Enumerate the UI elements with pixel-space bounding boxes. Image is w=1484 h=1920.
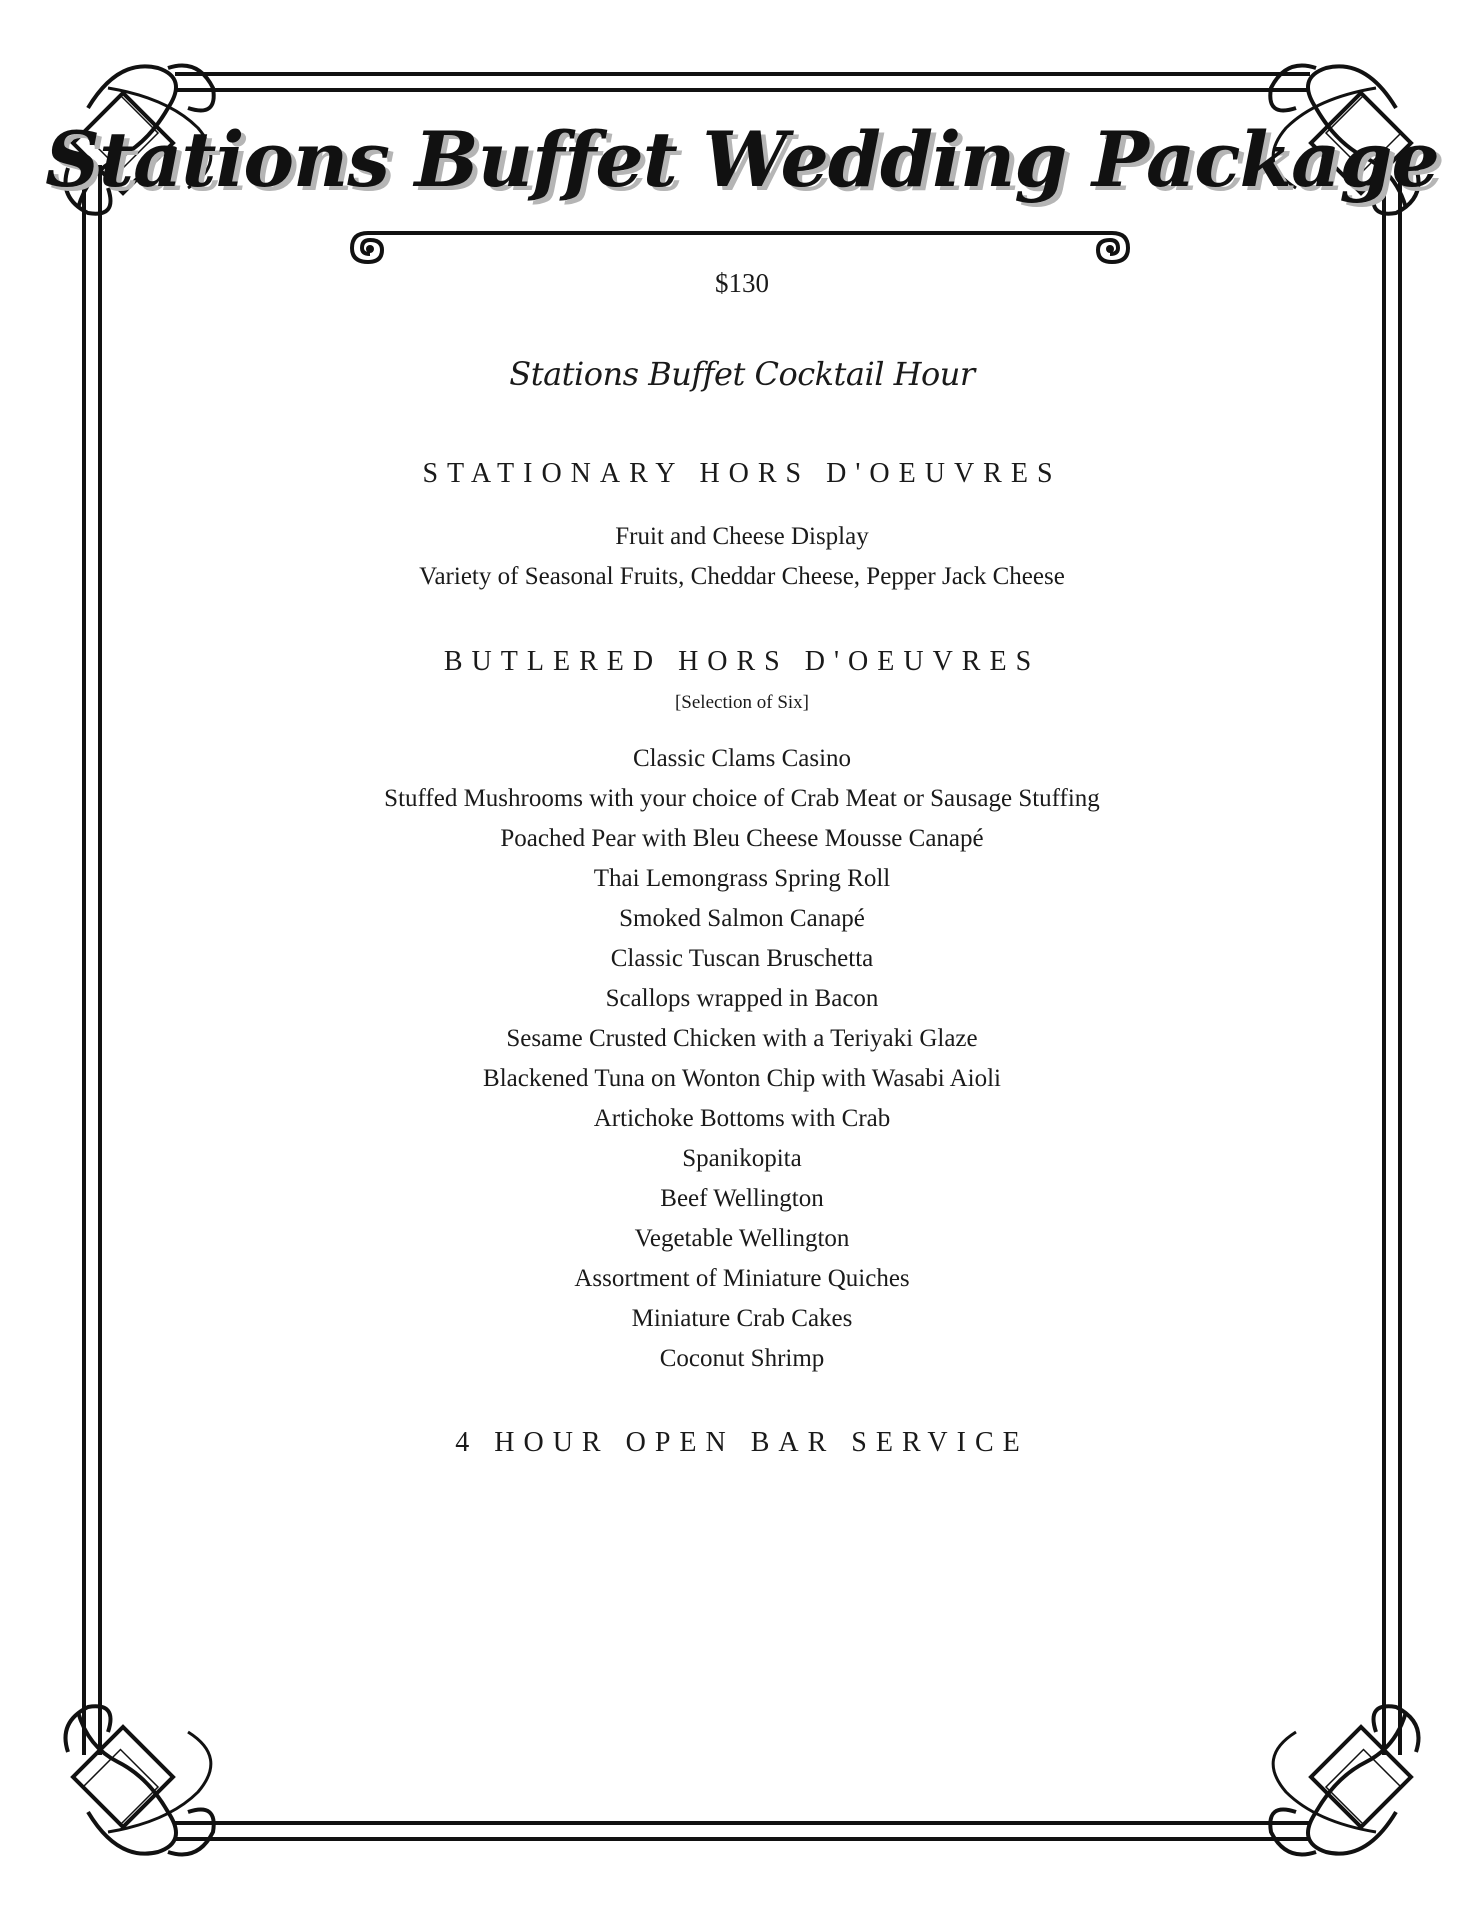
package-price: $130	[715, 268, 769, 298]
stationary-heading: STATIONARY HORS D'OEUVRES	[422, 458, 1062, 489]
title-divider-icon	[352, 233, 1128, 262]
menu-item: Poached Pear with Bleu Cheese Mousse Canapé	[500, 825, 984, 852]
menu-item: Classic Tuscan Bruschetta	[610, 945, 874, 972]
selection-note: [Selection of Six]	[674, 692, 810, 713]
menu-item: Stuffed Mushrooms with your choice of Crab Meat or Sausage Stuffing	[384, 785, 1100, 812]
menu-item: Beef Wellington	[660, 1185, 824, 1212]
menu-item: Variety of Seasonal Fruits, Cheddar Cheese, Pepper Jack Cheese	[419, 563, 1065, 590]
menu-item: Artichoke Bottoms with Crab	[593, 1105, 891, 1132]
menu-item: Miniature Crab Cakes	[631, 1305, 853, 1332]
menu-item: Spanikopita	[682, 1145, 802, 1172]
section-subtitle: Stations Buffet Cocktail Hour	[509, 355, 975, 393]
menu-item: Vegetable Wellington	[634, 1225, 850, 1252]
menu-item: Blackened Tuna on Wonton Chip with Wasabi Aioli	[483, 1065, 1001, 1092]
menu-item: Classic Clams Casino	[632, 745, 852, 772]
menu-item: Sesame Crusted Chicken with a Teriyaki Glaze	[506, 1025, 978, 1052]
bar-heading: 4 HOUR OPEN BAR SERVICE	[455, 1427, 1029, 1458]
page-title: Stations Buffet Wedding Package	[45, 115, 1439, 204]
butlered-heading: BUTLERED HORS D'OEUVRES	[443, 646, 1041, 677]
menu-item: Fruit and Cheese Display	[615, 523, 869, 550]
menu-item: Thai Lemongrass Spring Roll	[593, 865, 891, 892]
menu-item: Scallops wrapped in Bacon	[605, 985, 879, 1012]
menu-item: Assortment of Miniature Quiches	[574, 1265, 910, 1292]
menu-item: Coconut Shrimp	[659, 1345, 825, 1372]
menu-item: Smoked Salmon Canapé	[619, 905, 865, 932]
